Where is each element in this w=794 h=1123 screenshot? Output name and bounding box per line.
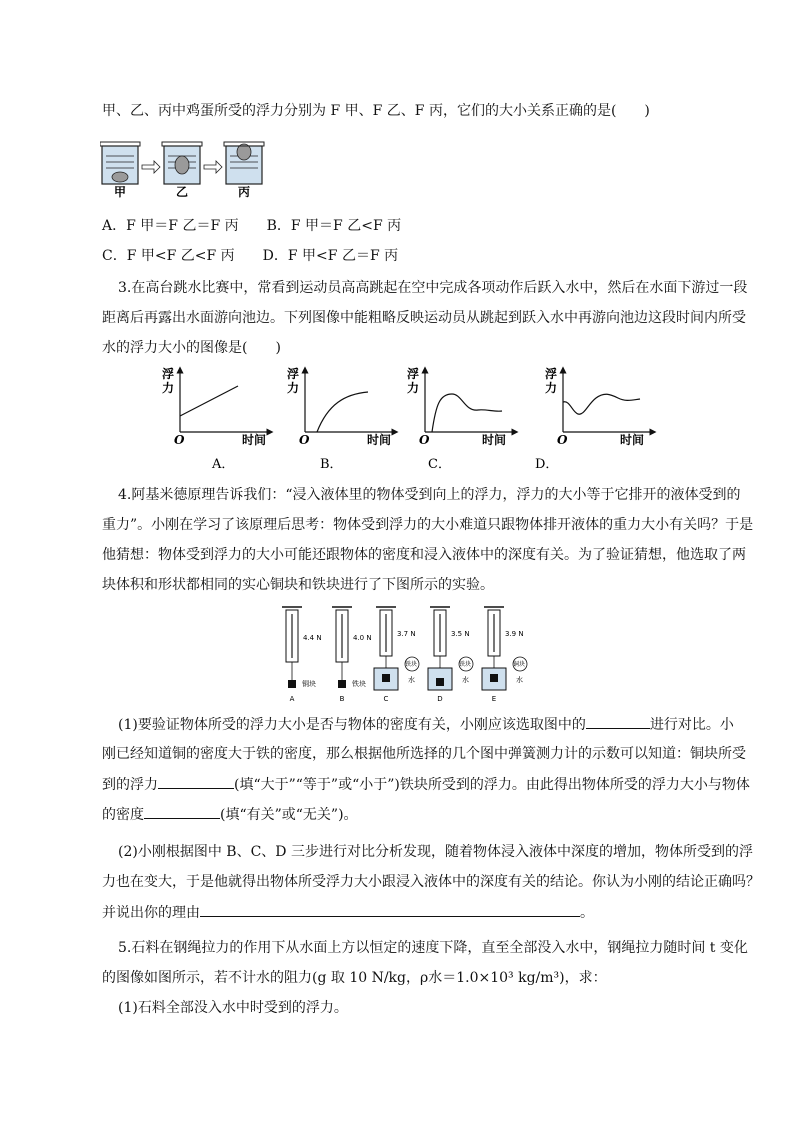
q4-p2-line1: (2)小刚根据图中 B、C、D 三步进行对比分析发现，随着物体浸入液体中深度的增加，物体所受到的浮 [118, 844, 753, 860]
beaker-yi [162, 142, 202, 184]
answer-blank-2[interactable] [158, 774, 234, 789]
water-label-c: 水 [408, 676, 415, 684]
q4-p1-line3: 到的浮力 (填“大于”“等于”或“小于”)铁块所受到的浮力。由此得出物体所受的浮力大小与物体 [102, 774, 750, 795]
beakers-figure [100, 132, 265, 200]
block-label-c: 铁块 [405, 661, 418, 668]
reading-c: 3.7 N [397, 630, 416, 638]
setup-label-b: B [339, 695, 345, 703]
q2-options-row2: C．F 甲<F 乙<F 丙 D．F 甲<F 乙＝F 丙 [102, 248, 399, 264]
graph-a [162, 366, 270, 472]
q4-p1-line2: 刚已经知道铜的密度大于铁的密度，那么根据他所选择的几个图中弹簧测力计的示数可以知道：铜块所受 [102, 746, 746, 762]
setup-label-c: C [383, 695, 389, 703]
block-label-b: 铁块 [352, 680, 366, 688]
svg-text:时间: 时间 [482, 433, 507, 447]
q5-sub1: (1)石料全部没入水中时受到的浮力。 [118, 1000, 348, 1016]
svg-text:浮: 浮 [545, 367, 558, 381]
svg-text:力: 力 [545, 381, 558, 395]
q4-line2: 重力”。小刚在学习了该原理后思考：物体受到浮力的大小难道只跟物体排开液体的重力大小有关吗？于是 [102, 517, 754, 533]
q4-line3: 他猜想：物体受到浮力的大小可能还跟物体的密度和浸入液体中的深度有关。为了验证猜想，他选取了两 [102, 547, 746, 563]
graph-c [407, 366, 515, 472]
q2-options-row1: A．F 甲＝F 乙＝F 丙 B．F 甲＝F 乙<F 丙 [102, 218, 402, 234]
setup-label-a: A [289, 695, 295, 703]
svg-text:浮: 浮 [287, 367, 300, 381]
svg-text:O: O [557, 433, 568, 447]
q4-line1: 4.阿基米德原理告诉我们：“浸入液体里的物体受到向上的浮力，浮力的大小等于它排开的液体受到的 [118, 487, 741, 503]
spring-scale-figure [272, 604, 532, 704]
answer-blank-4[interactable] [200, 902, 580, 917]
svg-text:力: 力 [287, 381, 300, 395]
setup-label-d: D [437, 695, 443, 703]
answer-blank-3[interactable] [144, 804, 220, 819]
block-label-e: 铜块 [513, 661, 526, 668]
q3-line1: 3.在高台跳水比赛中，常看到运动员高高跳起在空中完成各项动作后跃入水中，然后在水面下游过一段 [118, 280, 748, 296]
graphs-figure [160, 364, 660, 476]
beaker-label-jia: 甲 [113, 185, 127, 199]
q2-stem: 甲、乙、丙中鸡蛋所受的浮力分别为 F 甲、F 乙、F 丙，它们的大小关系正确的是( ) [102, 103, 650, 119]
q5-line1: 5.石料在钢绳拉力的作用下从水面上方以恒定的速度下降，直至全部没入水中，钢绳拉力随时间 t 变化 [118, 940, 748, 956]
q3-line2: 距离后再露出水面游向池边。下列图像中能粗略反映运动员从跳起到跃入水中再游向池边这段时间内所受 [102, 310, 746, 326]
q4-line4: 块体积和形状都相同的实心铜块和铁块进行了下图所示的实验。 [102, 577, 494, 593]
reading-a: 4.4 N [303, 634, 322, 642]
svg-text:浮: 浮 [162, 367, 175, 381]
graph-label-b: B． [320, 457, 343, 472]
graph-label-c: C． [428, 457, 451, 472]
setup-e [482, 607, 527, 703]
q4-p2-line3: 并说出你的理由 。 [102, 902, 594, 923]
setup-a [282, 607, 322, 703]
graph-label-a: A． [212, 457, 235, 472]
q5-line2: 的图像如图所示，若不计水的阻力(g 取 10 N/kg，ρ水＝1.0×10³ kg/m³)，求： [102, 970, 607, 986]
beaker-label-yi: 乙 [175, 185, 189, 199]
svg-text:时间: 时间 [367, 433, 392, 447]
q4-p2-line2: 力也在变大，于是他就得出物体所受浮力大小跟浸入液体中的深度有关的结论。你认为小刚的结论正确吗？ [102, 874, 760, 890]
water-label-e: 水 [516, 676, 523, 684]
beaker-jia [100, 142, 140, 184]
svg-text:O: O [174, 433, 185, 447]
setup-label-e: E [491, 695, 497, 703]
answer-blank-1[interactable] [586, 714, 650, 729]
svg-text:O: O [299, 433, 310, 447]
graph-label-d: D． [535, 457, 559, 472]
graph-b [287, 366, 395, 472]
q4-p1-line4: 的密度 (填“有关”或“无关”)。 [102, 804, 358, 825]
graph-d [535, 366, 653, 472]
svg-text:O: O [419, 433, 430, 447]
reading-e: 3.9 N [505, 630, 524, 638]
setup-c [374, 607, 419, 703]
block-label-d: 铁块 [459, 661, 472, 668]
block-label-a: 铜块 [302, 680, 316, 688]
svg-text:力: 力 [162, 381, 175, 395]
q3-line3: 水的浮力大小的图像是( ) [102, 340, 281, 356]
svg-text:时间: 时间 [242, 433, 267, 447]
svg-text:时间: 时间 [620, 433, 645, 447]
beaker-bing [224, 142, 264, 184]
reading-b: 4.0 N [353, 634, 372, 642]
svg-text:浮: 浮 [407, 367, 420, 381]
setup-b [332, 607, 372, 703]
reading-d: 3.5 N [451, 630, 470, 638]
water-label-d: 水 [462, 676, 469, 684]
beaker-label-bing: 丙 [237, 185, 251, 199]
svg-text:力: 力 [407, 381, 420, 395]
setup-d [428, 607, 473, 703]
q4-p1-line1: (1)要验证物体所受的浮力大小是否与物体的密度有关，小刚应该选取图中的 进行对比。小 [118, 714, 734, 735]
